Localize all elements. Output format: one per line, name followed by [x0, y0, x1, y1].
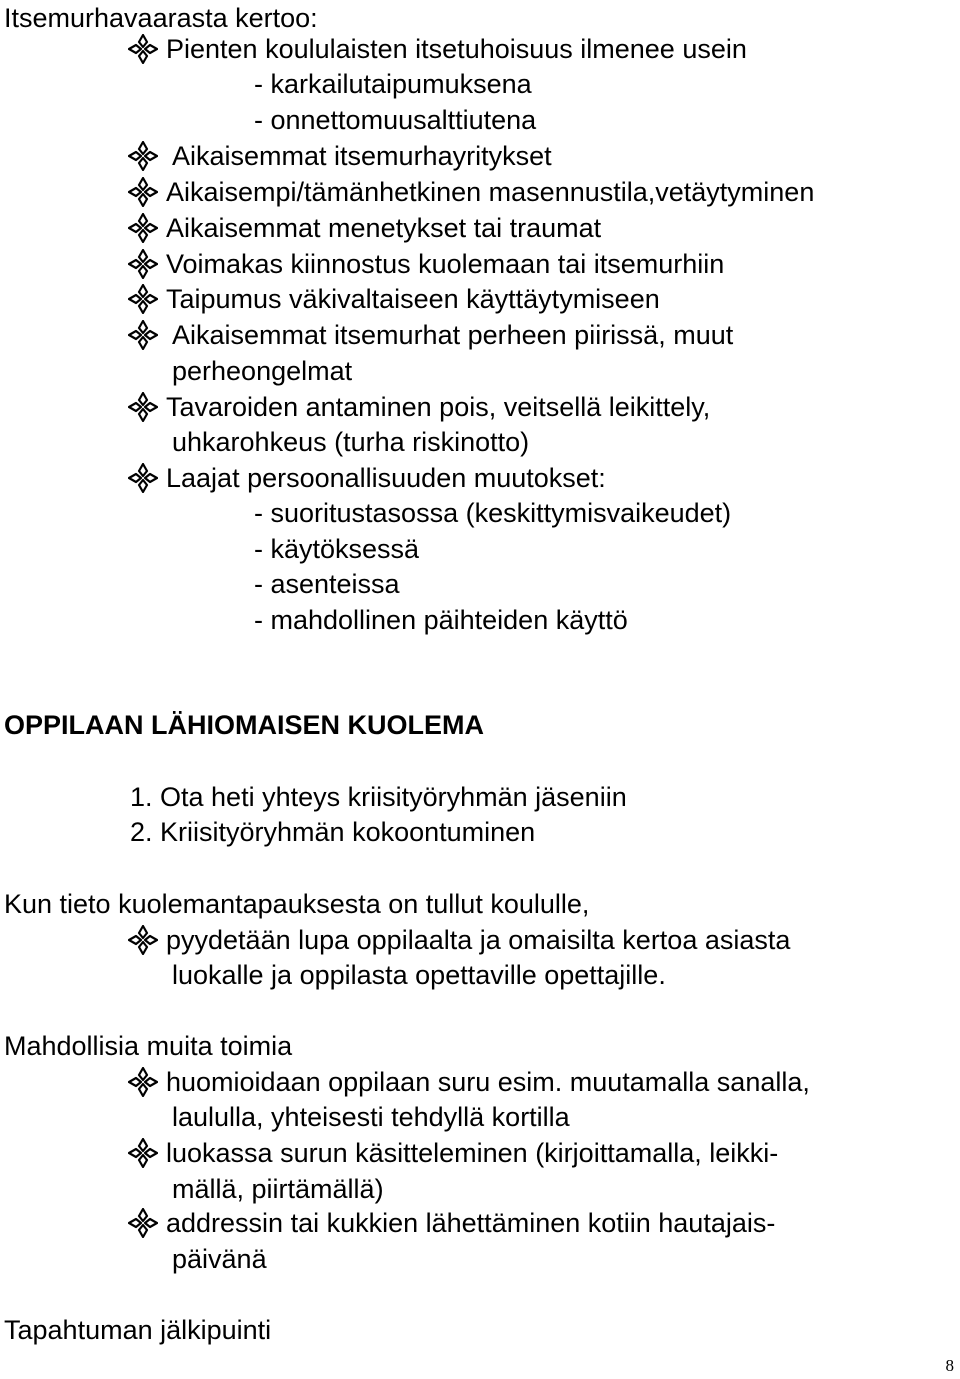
- bullet-icon: [128, 1208, 158, 1238]
- list-item: Voimakas kiinnostus kuolemaan tai itsemurhiin: [166, 249, 725, 279]
- bullet-icon: [128, 284, 158, 314]
- list-subitem: - käytöksessä: [254, 534, 420, 564]
- list-item-continued: päivänä: [172, 1244, 267, 1274]
- list-item: Aikaisemmat itsemurhat perheen piirissä, muut: [172, 320, 734, 350]
- subheading: Tapahtuman jälkipuinti: [4, 1315, 272, 1345]
- numbered-item: 1. Ota heti yhteys kriisityöryhmän jäseniin: [130, 782, 627, 812]
- list-item-continued: perheongelmat: [172, 356, 353, 386]
- bullet-icon: [128, 177, 158, 207]
- list-subitem: - mahdollinen päihteiden käyttö: [254, 605, 628, 635]
- list-item: Tavaroiden antaminen pois, veitsellä leikittely,: [166, 392, 711, 422]
- list-subitem: - asenteissa: [254, 569, 400, 599]
- list-item-continued: luokalle ja oppilasta opettaville opettajille.: [172, 960, 666, 990]
- bullet-icon: [128, 34, 158, 64]
- bullet-icon: [128, 213, 158, 243]
- subheading: Mahdollisia muita toimia: [4, 1031, 293, 1061]
- list-item-continued: laululla, yhteisesti tehdyllä kortilla: [172, 1102, 570, 1132]
- list-item: huomioidaan oppilaan suru esim. muutamalla sanalla,: [166, 1067, 810, 1097]
- list-subitem: - suoritustasossa (keskittymisvaikeudet): [254, 498, 732, 528]
- bullet-icon: [128, 320, 158, 350]
- bullet-icon: [128, 463, 158, 493]
- list-item: Taipumus väkivaltaiseen käyttäytymiseen: [166, 284, 660, 314]
- list-item: pyydetään lupa oppilaalta ja omaisilta kertoa asiasta: [166, 925, 791, 955]
- list-subitem: - karkailutaipumuksena: [254, 69, 532, 99]
- numbered-item: 2. Kriisityöryhmän kokoontuminen: [130, 817, 536, 847]
- section-heading: Itsemurhavaarasta kertoo:: [4, 3, 318, 33]
- list-item: Aikaisemmat itsemurhayritykset: [172, 141, 552, 171]
- list-item: Aikaisempi/tämänhetkinen masennustila,vetäytyminen: [166, 177, 815, 207]
- list-item: Aikaisemmat menetykset tai traumat: [166, 213, 602, 243]
- list-item: addressin tai kukkien lähettäminen kotiin hautajais-: [166, 1208, 776, 1238]
- list-item: luokassa surun käsitteleminen (kirjoittamalla, leikki-: [166, 1138, 779, 1168]
- paragraph: Kun tieto kuolemantapauksesta on tullut koululle,: [4, 889, 590, 919]
- bullet-icon: [128, 925, 158, 955]
- list-item: Pienten koululaisten itsetuhoisuus ilmenee usein: [166, 34, 747, 64]
- list-item: Laajat persoonallisuuden muutokset:: [166, 463, 606, 493]
- list-subitem: - onnettomuusalttiutena: [254, 105, 537, 135]
- list-item-continued: mällä, piirtämällä): [172, 1174, 384, 1204]
- bullet-icon: [128, 1067, 158, 1097]
- list-item-continued: uhkarohkeus (turha riskinotto): [172, 427, 530, 457]
- page-number: 8: [945, 1356, 954, 1375]
- section-heading: OPPILAAN LÄHIOMAISEN KUOLEMA: [4, 710, 485, 740]
- bullet-icon: [128, 141, 158, 171]
- bullet-icon: [128, 1138, 158, 1168]
- bullet-icon: [128, 249, 158, 279]
- bullet-icon: [128, 392, 158, 422]
